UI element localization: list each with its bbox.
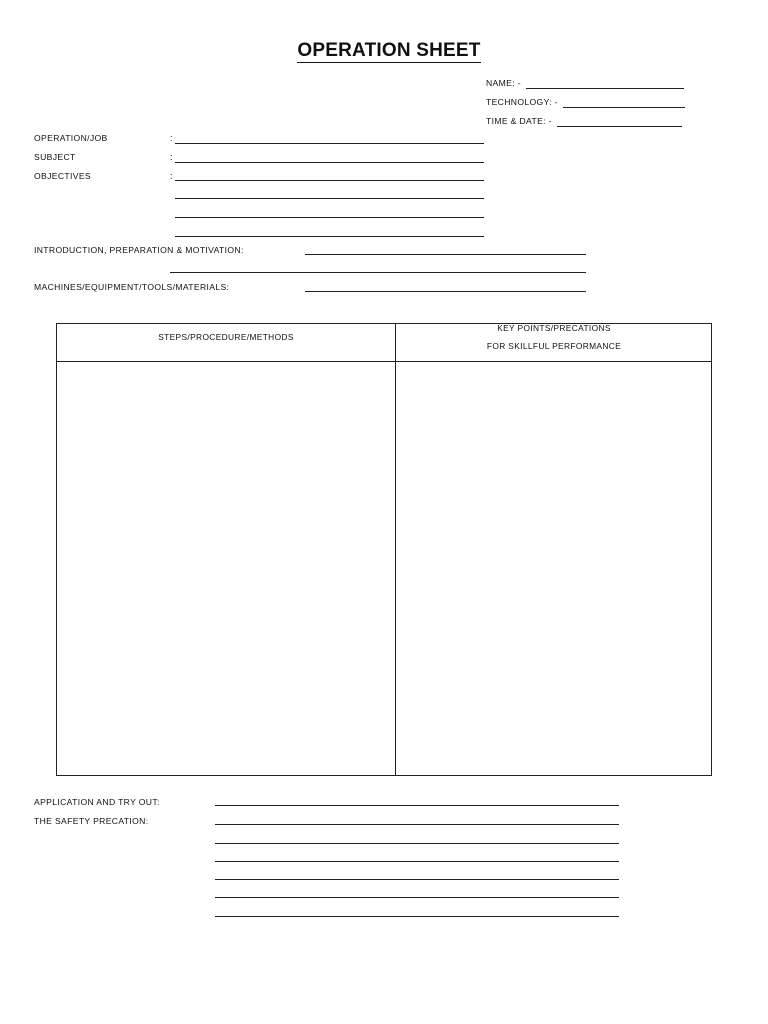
- steps-procedure-header: STEPS/PROCEDURE/METHODS: [158, 332, 294, 342]
- time-date-field[interactable]: [557, 126, 682, 127]
- key-points-header-line-1: KEY POINTS/PRECATIONS: [497, 323, 611, 333]
- steps-table: [56, 323, 712, 776]
- machines-label: MACHINES/EQUIPMENT/TOOLS/MATERIALS:: [34, 282, 230, 292]
- objectives-field-line-1[interactable]: [175, 180, 484, 181]
- safety-label: THE SAFETY PRECATION:: [34, 816, 149, 826]
- objectives-field-line-4[interactable]: [175, 236, 484, 237]
- key-points-cell[interactable]: [396, 362, 712, 775]
- application-label: APPLICATION AND TRY OUT:: [34, 797, 160, 807]
- safety-field-line-1[interactable]: [215, 824, 619, 825]
- introduction-field-line-2[interactable]: [170, 272, 586, 273]
- subject-label: SUBJECT: [34, 152, 76, 162]
- introduction-label: INTRODUCTION, PREPARATION & MOTIVATION:: [34, 245, 244, 255]
- operation-job-colon: :: [170, 133, 173, 143]
- subject-colon: :: [170, 152, 173, 162]
- name-label: NAME: -: [486, 78, 521, 88]
- operation-job-field[interactable]: [175, 143, 484, 144]
- name-field[interactable]: [526, 88, 684, 89]
- safety-field-line-2[interactable]: [215, 843, 619, 844]
- page-title-text: OPERATION SHEET: [297, 40, 481, 61]
- objectives-field-line-3[interactable]: [175, 217, 484, 218]
- technology-label: TECHNOLOGY: -: [486, 97, 558, 107]
- safety-field-line-5[interactable]: [215, 897, 619, 898]
- objectives-field-line-2[interactable]: [175, 198, 484, 199]
- machines-field[interactable]: [305, 291, 586, 292]
- technology-field[interactable]: [563, 107, 685, 108]
- objectives-label: OBJECTIVES: [34, 171, 91, 181]
- introduction-field-line-1[interactable]: [305, 254, 586, 255]
- key-points-header-line-2: FOR SKILLFUL PERFORMANCE: [486, 341, 622, 351]
- page-title: [0, 40, 768, 62]
- time-date-label: TIME & DATE: -: [486, 116, 552, 126]
- subject-field[interactable]: [175, 162, 484, 163]
- operation-job-label: OPERATION/JOB: [34, 133, 108, 143]
- safety-field-line-4[interactable]: [215, 879, 619, 880]
- objectives-colon: :: [170, 171, 173, 181]
- application-field[interactable]: [215, 805, 619, 806]
- safety-field-line-3[interactable]: [215, 861, 619, 862]
- safety-field-line-6[interactable]: [215, 916, 619, 917]
- steps-procedure-cell[interactable]: [57, 362, 395, 775]
